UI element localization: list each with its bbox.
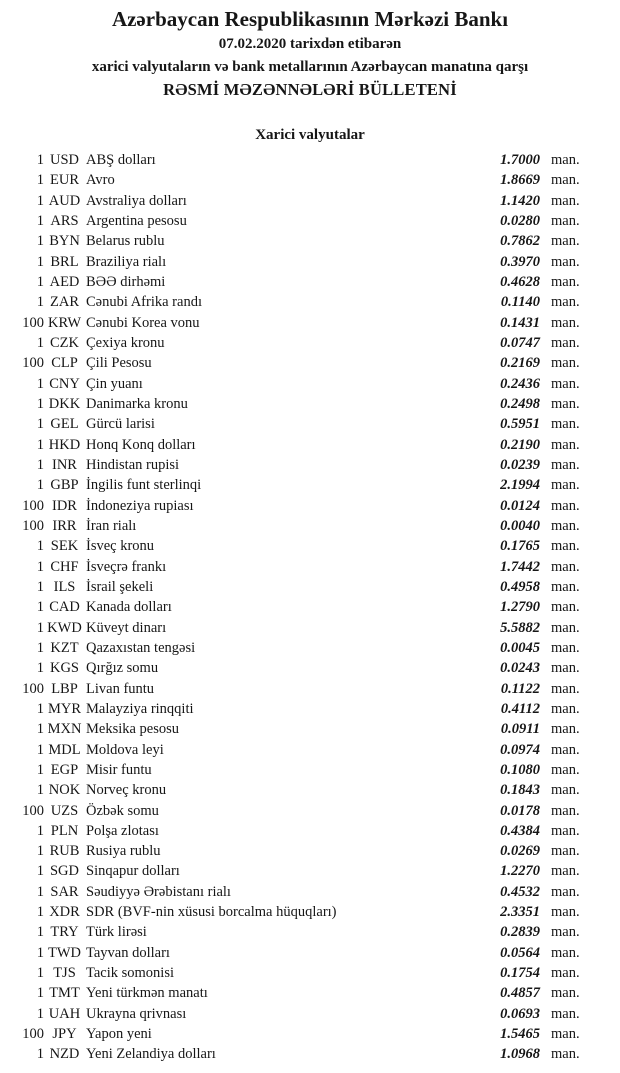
currency-code: AUD [48,192,81,209]
currency-rate: 0.1431 [500,314,540,331]
currency-quantity: 100 [22,517,44,534]
currency-unit-label: man. [551,436,580,453]
currency-row [0,719,620,739]
currency-rate: 0.1140 [500,294,540,311]
currency-rate: 0.1765 [500,538,540,555]
currency-unit-label: man. [551,863,580,880]
currency-row [0,333,620,353]
currency-code: TMT [49,985,80,1002]
currency-unit-label: man. [551,985,580,1002]
currency-code: KRW [47,314,82,331]
currency-row [0,922,620,942]
currency-row [0,638,620,658]
currency-quantity: 1 [36,619,44,636]
currency-unit-label: man. [551,578,580,595]
currency-quantity: 1 [36,233,44,250]
currency-code: GBP [50,477,79,494]
currency-quantity: 1 [36,700,44,717]
currency-row [0,353,620,373]
currency-name: Hindistan rupisi [86,456,180,473]
currency-rate: 0.4857 [500,985,540,1002]
currency-name: İran rialı [86,517,137,534]
currency-code: LBP [51,680,78,697]
currency-code: CAD [49,599,80,616]
currency-quantity: 1 [36,436,44,453]
currency-name: İsrail şekeli [86,578,154,595]
currency-code: MDL [48,741,81,758]
currency-row [0,414,620,434]
currency-name: Qırğız somu [86,660,159,677]
currency-rate: 0.0911 [500,721,540,738]
currency-unit-label: man. [551,761,580,778]
currency-quantity: 1 [36,721,44,738]
currency-row [0,231,620,251]
currency-quantity: 1 [36,477,44,494]
bulletin-title: RƏSMİ MƏZƏNNƏLƏRİ BÜLLETENİ [163,80,457,99]
currency-code: AED [49,273,80,290]
currency-code: DKK [48,395,81,412]
currency-unit-label: man. [551,1005,580,1022]
currency-name: Kanada dolları [86,599,172,616]
currency-quantity: 1 [36,172,44,189]
currency-rate: 0.4628 [500,273,540,290]
currency-rate: 0.0269 [500,843,540,860]
currency-rate: 1.5465 [500,1026,540,1043]
currency-quantity: 1 [36,152,44,168]
currency-unit-label: man. [551,741,580,758]
currency-rate: 0.0178 [500,802,540,819]
currency-name: Norveç kronu [86,782,167,799]
currency-quantity: 1 [36,212,44,229]
currency-unit-label: man. [551,538,580,555]
currency-row [0,902,620,922]
currency-unit-label: man. [551,700,580,717]
currency-quantity: 1 [36,863,44,880]
currency-rate: 1.2790 [500,599,540,616]
currency-rate: 1.0968 [500,1046,540,1063]
currency-row [0,150,620,170]
currency-unit-label: man. [551,802,580,819]
currency-quantity: 1 [36,822,44,839]
currency-quantity: 1 [36,660,44,677]
currency-name: Türk lirəsi [86,924,147,941]
currency-row [0,801,620,821]
currency-name: Tayvan dolları [86,944,170,961]
effective-date: 07.02.2020 tarixdən etibarən [218,36,402,52]
currency-rate: 1.7442 [500,558,540,575]
currency-code: INR [52,456,77,473]
currency-unit-label: man. [551,375,580,392]
currency-code: ILS [53,578,76,595]
currency-unit-label: man. [551,944,580,961]
currency-row [0,191,620,211]
currency-row [0,963,620,983]
currency-unit-label: man. [551,152,580,168]
currency-quantity: 1 [36,456,44,473]
currency-unit-label: man. [551,843,580,860]
currency-name: Yeni Zelandiya dolları [86,1046,216,1063]
currency-code: BYN [49,233,80,250]
currency-rate: 1.8669 [500,172,540,189]
currency-quantity: 1 [36,924,44,941]
currency-code: JPY [52,1026,77,1043]
currency-name: Danimarka kronu [86,395,188,412]
currency-row [0,211,620,231]
currency-quantity: 1 [36,192,44,209]
currency-unit-label: man. [551,517,580,534]
currency-unit-label: man. [551,294,580,311]
currency-quantity: 1 [36,253,44,270]
currency-unit-label: man. [551,233,580,250]
currency-name: Tacik somonisi [86,965,174,982]
currency-code: MXN [47,721,82,738]
bulletin-header [0,6,620,101]
currency-row [0,780,620,800]
currency-code: UAH [48,1005,81,1022]
currency-code: CHF [50,558,79,575]
currency-code: KGS [49,660,79,677]
currency-name: Çin yuanı [86,375,143,392]
currency-code: UZS [50,802,79,819]
currency-name: Braziliya rialı [86,253,167,270]
currency-name: Yapon yeni [86,1026,152,1043]
currency-quantity: 1 [36,1005,44,1022]
currency-unit-label: man. [551,680,580,697]
currency-unit-label: man. [551,883,580,900]
currency-quantity: 100 [22,802,44,819]
currency-quantity: 100 [22,1026,44,1043]
currency-unit-label: man. [551,334,580,351]
currency-rate: 0.0280 [500,212,540,229]
currency-quantity: 1 [36,883,44,900]
currency-row [0,699,620,719]
currency-unit-label: man. [551,192,580,209]
currency-quantity: 100 [22,314,44,331]
currency-rate: 2.3351 [500,904,540,921]
currency-code: KZT [50,639,79,656]
currency-code: NOK [48,782,81,799]
currency-rate: 0.4532 [500,883,540,900]
currency-code: SEK [50,538,79,555]
currency-code: TJS [53,965,76,982]
currency-row [0,313,620,333]
currency-name: Polşa zlotası [86,822,159,839]
currency-rate: 5.5882 [500,619,540,636]
currency-name: Moldova leyi [86,741,164,758]
currency-quantity: 1 [36,782,44,799]
currency-unit-label: man. [551,1046,580,1063]
currency-row [0,252,620,272]
currency-row [0,943,620,963]
currency-rate: 0.2839 [500,924,540,941]
currency-unit-label: man. [551,456,580,473]
currency-row [0,557,620,577]
currency-quantity: 1 [36,985,44,1002]
bulletin-subtitle: xarici valyutaların və bank metallarının Azərbaycan manatına qarşı [91,58,529,75]
currency-row [0,170,620,190]
currency-rate: 0.0239 [500,456,540,473]
currency-code: HKD [48,436,81,453]
currency-quantity: 100 [22,680,44,697]
currency-code: TWD [47,944,81,961]
currency-name: Argentina pesosu [86,212,187,229]
currency-rate: 0.1080 [500,761,540,778]
currency-unit-label: man. [551,314,580,331]
currency-quantity: 1 [36,843,44,860]
currency-name: Sinqapur dolları [86,863,180,880]
currency-rate: 0.0040 [500,517,540,534]
currency-rate: 0.2436 [500,375,540,392]
currency-code: CLP [51,355,78,372]
page-title: Azərbaycan Respublikasının Mərkəzi Bankı [111,7,509,31]
currency-rate: 0.7862 [500,233,540,250]
currency-rate: 2.1994 [500,477,540,494]
currency-rate: 0.0124 [500,497,540,514]
currency-rate: 1.2270 [500,863,540,880]
currency-name: İsveç kronu [86,538,155,555]
currency-name: Belarus rublu [86,233,165,250]
currency-row [0,475,620,495]
currency-unit-label: man. [551,253,580,270]
currency-rate: 0.3970 [500,253,540,270]
currency-name: Honq Konq dolları [86,436,196,453]
currency-unit-label: man. [551,212,580,229]
currency-row [0,841,620,861]
currency-row [0,821,620,841]
currency-unit-label: man. [551,172,580,189]
currency-unit-label: man. [551,416,580,433]
currency-unit-label: man. [551,497,580,514]
currency-unit-label: man. [551,822,580,839]
currency-unit-label: man. [551,639,580,656]
currency-code: RUB [49,843,80,860]
currency-name: Küveyt dinarı [86,619,167,636]
currency-name: Çexiya kronu [86,334,165,351]
currency-name: İngilis funt sterlinqi [86,477,202,494]
currency-row [0,861,620,881]
currency-row [0,455,620,475]
currency-rate: 0.0243 [500,660,540,677]
currency-row [0,882,620,902]
currency-quantity: 1 [36,599,44,616]
currency-code: SGD [49,863,79,880]
currency-unit-label: man. [551,599,580,616]
currency-unit-label: man. [551,477,580,494]
section-title: Xarici valyutalar [255,127,365,143]
currency-code: SAR [50,883,79,900]
currency-name: ABŞ dolları [86,152,156,168]
currency-quantity: 100 [22,497,44,514]
currency-rate: 0.4384 [500,822,540,839]
currency-name: BƏƏ dirhəmi [86,273,166,290]
currency-name: Cənubi Korea vonu [86,314,200,331]
currency-row [0,597,620,617]
currency-unit-label: man. [551,721,580,738]
currency-name: Rusiya rublu [86,843,161,860]
currency-unit-label: man. [551,273,580,290]
currency-unit-label: man. [551,660,580,677]
currency-code: EGP [50,761,79,778]
currency-code: GEL [50,416,79,433]
currency-row [0,740,620,760]
currency-name: Özbək somu [86,802,159,819]
currency-code: NZD [49,1046,80,1063]
currency-row [0,577,620,597]
currency-row [0,1004,620,1024]
currency-quantity: 100 [22,355,44,372]
currency-rate: 1.1420 [500,192,540,209]
currency-row [0,679,620,699]
currency-name: SDR (BVF-nin xüsusi borcalma hüquqları) [86,904,337,921]
currency-rate: 0.2498 [500,395,540,412]
currency-row [0,1044,620,1064]
currency-rate: 0.0747 [500,334,540,351]
currency-quantity: 1 [36,741,44,758]
rates-table [0,150,620,1065]
currency-code: ZAR [50,294,79,311]
currency-quantity: 1 [36,639,44,656]
currency-code: BRL [50,253,79,270]
currency-rate: 1.7000 [500,152,540,168]
currency-name: İndoneziya rupiası [86,497,194,514]
currency-code: USD [49,152,79,168]
currency-rate: 0.0693 [500,1005,540,1022]
currency-name: Avro [86,172,115,189]
currency-name: Çili Pesosu [86,355,152,372]
currency-quantity: 1 [36,395,44,412]
currency-row [0,516,620,536]
currency-code: TRY [50,924,79,941]
currency-rate: 0.1843 [500,782,540,799]
currency-unit-label: man. [551,558,580,575]
currency-row [0,374,620,394]
currency-rate: 0.4958 [500,578,540,595]
currency-row [0,394,620,414]
currency-name: Livan funtu [86,680,155,697]
currency-row [0,272,620,292]
currency-name: Gürcü larisi [86,416,155,433]
currency-rate: 0.2169 [500,355,540,372]
currency-quantity: 1 [36,944,44,961]
currency-quantity: 1 [36,578,44,595]
currency-name: Avstraliya dolları [86,192,187,209]
currency-rate: 0.1122 [500,680,540,697]
currency-quantity: 1 [36,538,44,555]
currency-name: Misir funtu [86,761,152,778]
currency-quantity: 1 [36,558,44,575]
currency-code: XDR [49,904,80,921]
currency-unit-label: man. [551,924,580,941]
currency-code: CNY [49,375,80,392]
currency-row [0,618,620,638]
currency-name: Meksika pesosu [86,721,180,738]
currency-unit-label: man. [551,355,580,372]
currency-row [0,435,620,455]
currency-name: Malayziya rinqqiti [86,700,194,717]
currency-quantity: 1 [36,294,44,311]
currency-quantity: 1 [36,334,44,351]
currency-quantity: 1 [36,273,44,290]
currency-row [0,658,620,678]
currency-code: ARS [50,212,79,229]
currency-unit-label: man. [551,904,580,921]
currency-unit-label: man. [551,782,580,799]
currency-row [0,536,620,556]
currency-name: Ukrayna qrivnası [86,1005,187,1022]
currency-code: EUR [50,172,79,189]
currency-rate: 0.0045 [500,639,540,656]
currency-quantity: 1 [36,904,44,921]
currency-code: KWD [47,619,82,636]
currency-quantity: 1 [36,761,44,778]
currency-code: IDR [52,497,77,514]
currency-row [0,496,620,516]
currency-name: Yeni türkmən manatı [86,985,208,1002]
currency-code: PLN [50,822,79,839]
currency-unit-label: man. [551,395,580,412]
currency-rate: 0.1754 [500,965,540,982]
currency-row [0,760,620,780]
currency-unit-label: man. [551,1026,580,1043]
currency-quantity: 1 [36,965,44,982]
currency-row [0,983,620,1003]
currency-code: CZK [50,334,79,351]
currency-row [0,292,620,312]
currency-name: Cənubi Afrika randı [86,294,202,311]
currency-rate: 0.0564 [500,944,540,961]
currency-unit-label: man. [551,619,580,636]
currency-quantity: 1 [36,416,44,433]
currency-name: Qazaxıstan tengəsi [86,639,196,656]
currency-code: MYR [47,700,82,717]
currency-name: Səudiyyə Ərəbistanı rialı [86,883,231,900]
currency-code: IRR [52,517,77,534]
currency-row [0,1024,620,1044]
currency-unit-label: man. [551,965,580,982]
currency-rate: 0.0974 [500,741,540,758]
currency-rate: 0.5951 [500,416,540,433]
currency-quantity: 1 [36,1046,44,1063]
currency-quantity: 1 [36,375,44,392]
currency-rate: 0.4112 [500,700,540,717]
currency-name: İsveçrə frankı [86,558,167,575]
currency-rate: 0.2190 [500,436,540,453]
